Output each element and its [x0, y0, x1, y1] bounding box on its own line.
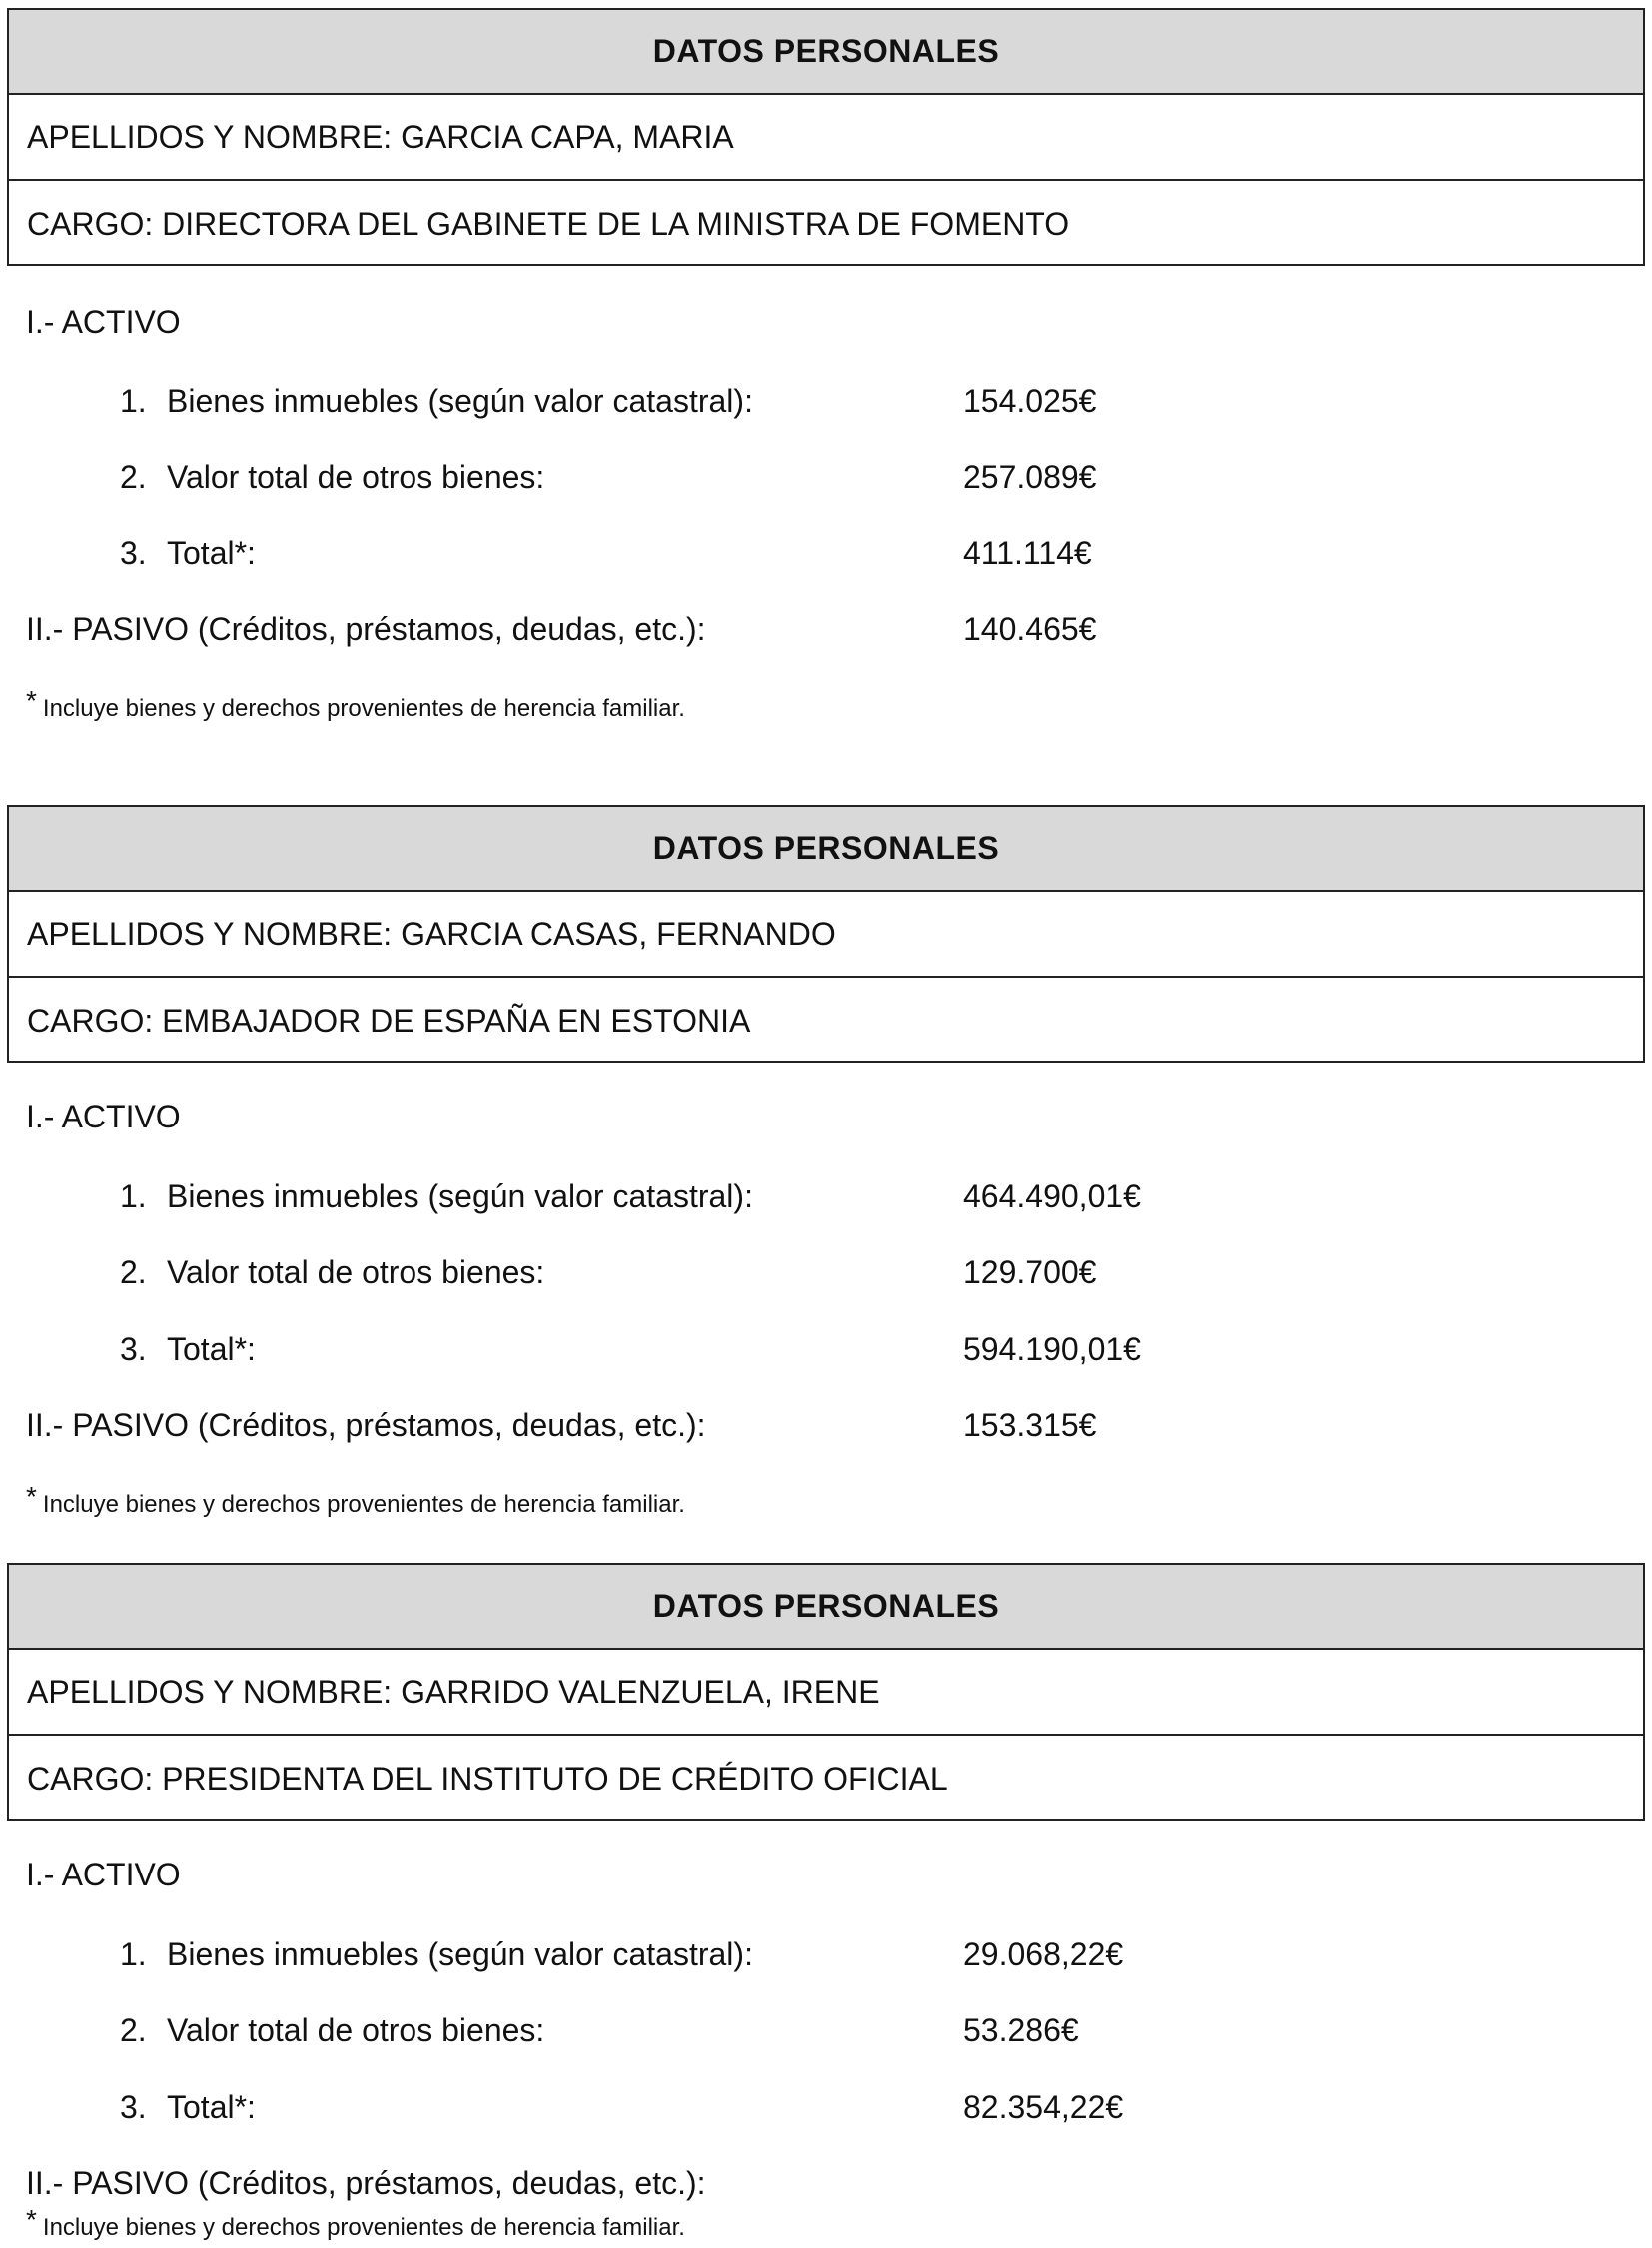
pasivo-label: II.- PASIVO (Créditos, préstamos, deudas, etc.): [26, 1407, 706, 1443]
footnote-asterisk: * [26, 685, 37, 716]
item-value: 129.700€ [963, 1254, 1097, 1290]
cargo-row: CARGO: EMBAJADOR DE ESPAÑA EN ESTONIA [27, 1002, 751, 1039]
pasivo-label: II.- PASIVO (Créditos, préstamos, deudas, etc.): [26, 2165, 706, 2201]
activo-heading: I.- ACTIVO [26, 304, 181, 340]
pasivo-value: 140.465€ [963, 611, 1097, 647]
item-label: Total*: [167, 535, 256, 571]
pasivo-row [0, 2165, 1652, 2205]
footnote-text: Incluye bienes y derechos provenientes de herencia familiar. [42, 2214, 685, 2241]
cargo-row: CARGO: PRESIDENTA DEL INSTITUTO DE CRÉDITO OFICIAL [27, 1760, 948, 1797]
name-row: APELLIDOS Y NOMBRE: GARCIA CAPA, MARIA [9, 95, 1643, 181]
item-value: 29.068,22€ [963, 1936, 1124, 1972]
item-label: Valor total de otros bienes: [167, 2012, 545, 2048]
cargo-row: CARGO: DIRECTORA DEL GABINETE DE LA MINISTRA DE FOMENTO [27, 205, 1070, 242]
item-number: 3. [120, 2089, 147, 2125]
asset-item [0, 1936, 1652, 1976]
item-value: 257.089€ [963, 459, 1097, 495]
item-label: Bienes inmuebles (según valor catastral): [167, 383, 753, 419]
asset-item [0, 1178, 1652, 1218]
pasivo-value: 153.315€ [963, 1407, 1097, 1443]
item-label: Valor total de otros bienes: [167, 459, 545, 495]
item-number: 3. [120, 1331, 147, 1367]
footnote-asterisk: * [26, 2204, 37, 2235]
section-header: DATOS PERSONALES [9, 807, 1643, 892]
item-value: 154.025€ [963, 383, 1097, 419]
section-header: DATOS PERSONALES [9, 10, 1643, 95]
item-number: 3. [120, 535, 147, 571]
item-label: Total*: [167, 2089, 256, 2125]
name-row: APELLIDOS Y NOMBRE: GARCIA CASAS, FERNANDO [9, 892, 1643, 978]
activo-heading: I.- ACTIVO [26, 1099, 181, 1134]
name-row: APELLIDOS Y NOMBRE: GARRIDO VALENZUELA, IRENE [9, 1650, 1643, 1736]
asset-item [0, 2089, 1652, 2129]
asset-item [0, 1331, 1652, 1371]
personal-data-box [7, 8, 1645, 266]
asset-item [0, 459, 1652, 499]
asset-item [0, 1254, 1652, 1294]
item-label: Bienes inmuebles (según valor catastral): [167, 1936, 753, 1972]
footnote-text: Incluye bienes y derechos provenientes de herencia familiar. [42, 1491, 685, 1518]
personal-data-box [7, 805, 1645, 1063]
pasivo-row [0, 1407, 1652, 1447]
footnote-text: Incluye bienes y derechos provenientes de herencia familiar. [42, 695, 685, 722]
item-number: 2. [120, 1254, 147, 1290]
item-value: 82.354,22€ [963, 2089, 1124, 2125]
asset-item [0, 2012, 1652, 2052]
pasivo-row [0, 611, 1652, 651]
item-value: 53.286€ [963, 2012, 1079, 2048]
pasivo-label: II.- PASIVO (Créditos, préstamos, deudas, etc.): [26, 611, 706, 647]
section-header: DATOS PERSONALES [9, 1565, 1643, 1650]
item-value: 464.490,01€ [963, 1178, 1141, 1214]
footnote [26, 2204, 685, 2242]
item-label: Total*: [167, 1331, 256, 1367]
personal-data-box [7, 1563, 1645, 1821]
item-label: Valor total de otros bienes: [167, 1254, 545, 1290]
asset-item [0, 383, 1652, 423]
item-number: 1. [120, 1178, 147, 1214]
asset-item [0, 535, 1652, 575]
activo-heading: I.- ACTIVO [26, 1857, 181, 1892]
item-number: 2. [120, 2012, 147, 2048]
item-value: 594.190,01€ [963, 1331, 1141, 1367]
footnote-asterisk: * [26, 1481, 37, 1512]
item-label: Bienes inmuebles (según valor catastral): [167, 1178, 753, 1214]
item-number: 1. [120, 1936, 147, 1972]
footnote [26, 685, 685, 723]
footnote [26, 1481, 685, 1519]
item-value: 411.114€ [963, 535, 1092, 571]
item-number: 2. [120, 459, 147, 495]
item-number: 1. [120, 383, 147, 419]
